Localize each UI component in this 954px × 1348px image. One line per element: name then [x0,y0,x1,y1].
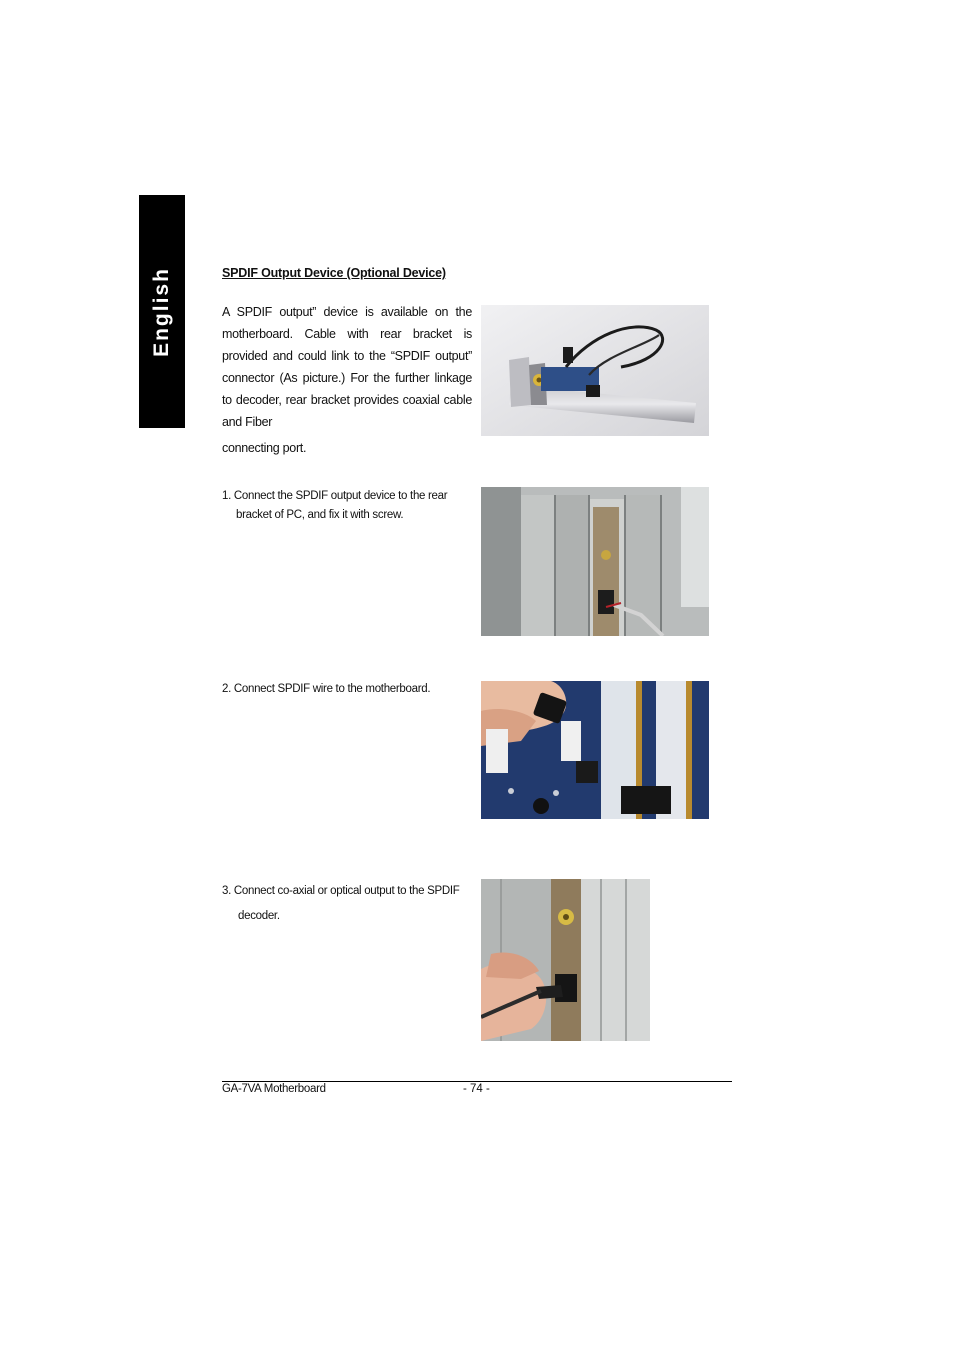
step-1-line-1: 1. Connect the SPDIF output device to the rear [222,490,448,502]
section-title: SPDIF Output Device (Optional Device) [222,266,446,280]
language-tab-label: English [150,266,173,357]
intro-text: A SPDIF output” device is available on the motherboard. Cable with rear bracket is provided and could link to the “SPDIF output” connector (As picture.) For the further linkage to decoder, rear bracket provides coaxial cable and Fiber [222,305,472,429]
coaxial-output-photo [481,879,650,1041]
footer-divider [222,1081,732,1082]
footer-model: GA-7VA Motherboard [222,1083,326,1095]
step-2 [222,680,430,699]
step-2-line-1: 2. Connect SPDIF wire to the motherboard. [222,683,431,695]
step-1 [222,487,447,525]
intro-last-line: connecting port. [222,441,307,455]
motherboard-connector-photo [481,681,709,819]
footer-page-number: - 74 - [463,1083,490,1095]
step-3-line-2: decoder. [238,910,280,922]
step-3 [222,882,460,926]
step-3-line-1: 3. Connect co-axial or optical output to the SPDIF [222,885,460,897]
intro-paragraph [222,301,472,459]
spdif-bracket-photo [481,305,709,436]
pc-rear-bracket-photo [481,487,709,636]
step-1-line-2: bracket of PC, and fix it with screw. [236,509,404,521]
language-tab [139,195,185,428]
